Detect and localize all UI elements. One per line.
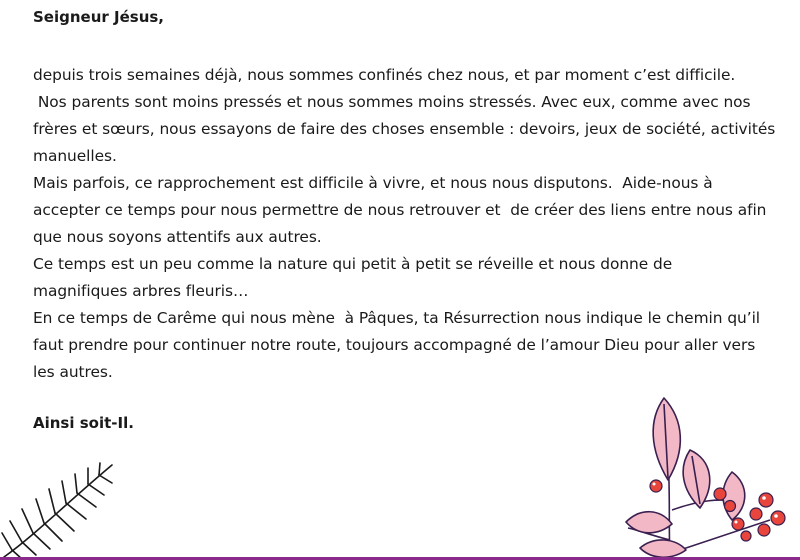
body-line: faut prendre pour continuer notre route, toujours accompagné de l’amour Dieu pour aller vers bbox=[33, 336, 756, 354]
body-line: depuis trois semaines déjà, nous sommes confinés chez nous, et par moment c’est difficile. bbox=[33, 66, 736, 84]
body-line: accepter ce temps pour nous permettre de nous retrouver et de créer des liens entre nous afin bbox=[33, 201, 767, 219]
fern-leaf-icon bbox=[0, 455, 125, 560]
salutation: Seigneur Jésus, bbox=[33, 8, 164, 26]
body-line: Mais parfois, ce rapprochement est difficile à vivre, et nous nous disputons. Aide-nous à bbox=[33, 174, 713, 192]
body-line: En ce temps de Carême qui nous mène à Pâques, ta Résurrection nous indique le chemin qu’il bbox=[33, 309, 761, 327]
body-line: les autres. bbox=[33, 363, 113, 381]
body-line: Ce temps est un peu comme la nature qui petit à petit se réveille et nous donne de bbox=[33, 255, 673, 273]
body-line: que nous soyons attentifs aux autres. bbox=[33, 228, 322, 246]
body-line: magnifiques arbres fleuris… bbox=[33, 282, 249, 300]
body-line: frères et sœurs, nous essayons de faire des choses ensemble : devoirs, jeux de société, activités bbox=[33, 120, 776, 138]
letter-body bbox=[33, 62, 775, 386]
body-line: Nos parents sont moins pressés et nous sommes moins stressés. Avec eux, comme avec nos bbox=[33, 93, 751, 111]
berry-branch-icon bbox=[620, 390, 800, 560]
body-line: manuelles. bbox=[33, 147, 117, 165]
closing: Ainsi soit-Il. bbox=[33, 414, 134, 432]
